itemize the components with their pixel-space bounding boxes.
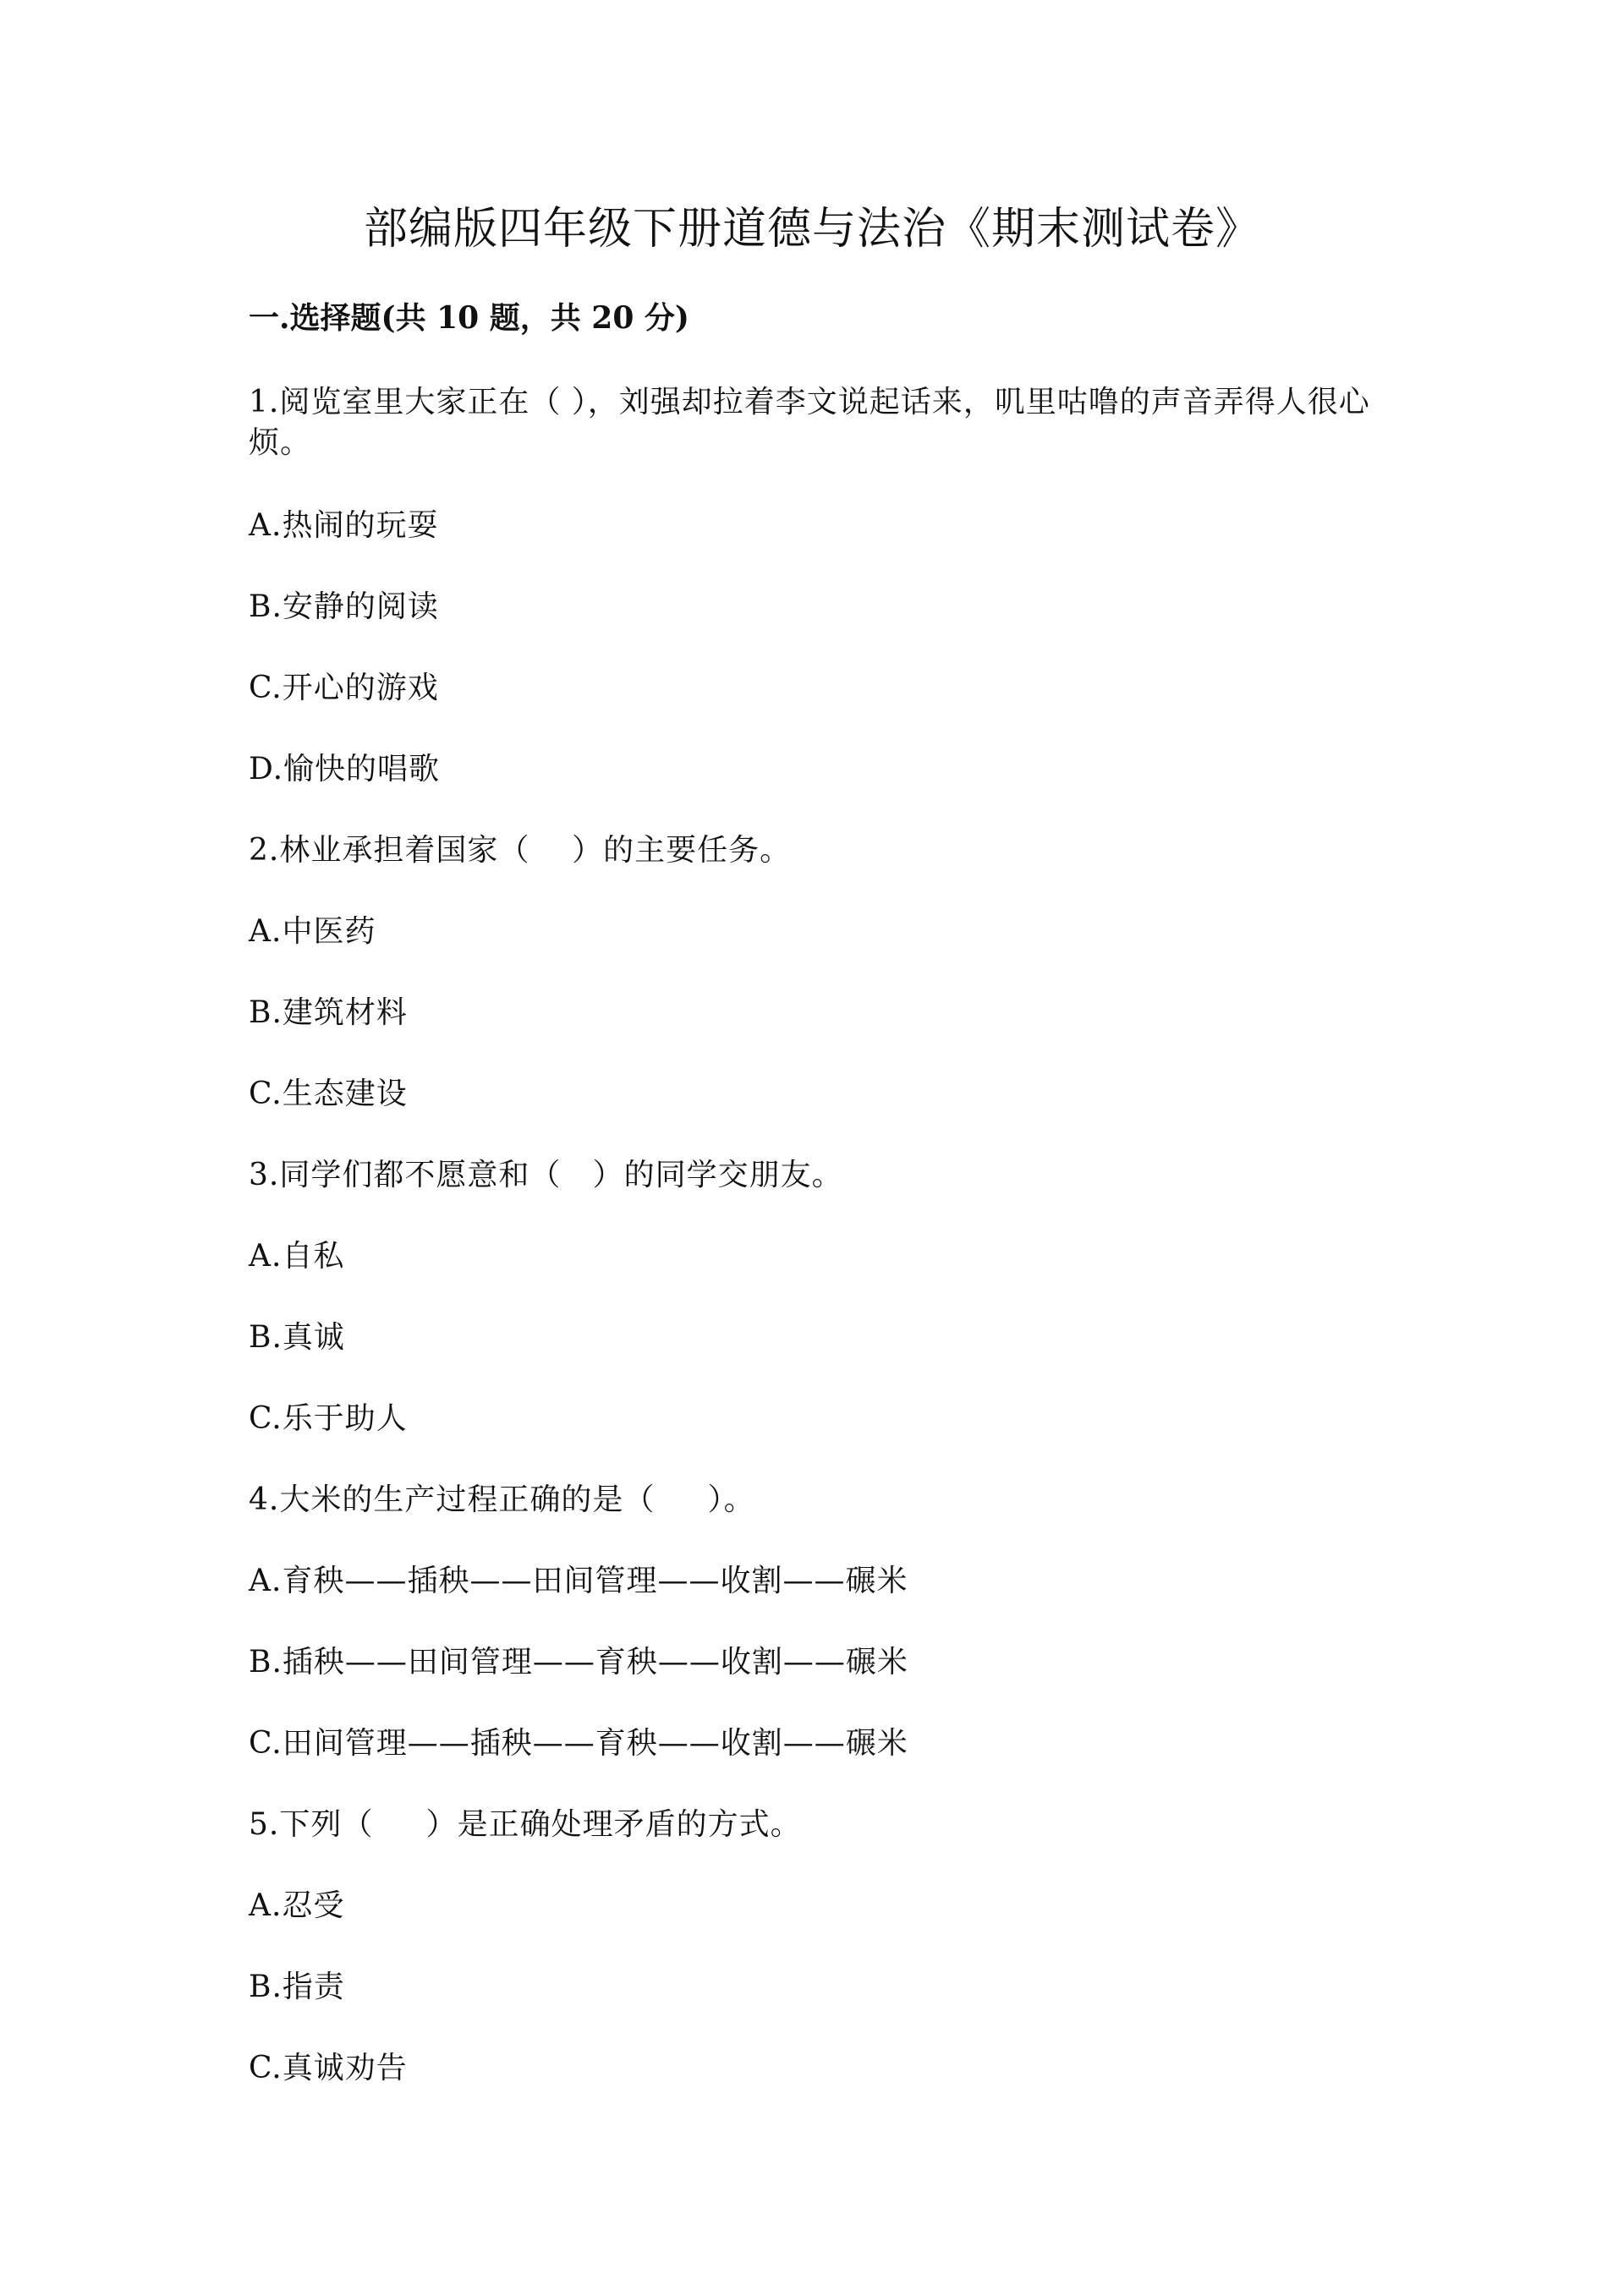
page-title: 部编版四年级下册道德与法治《期末测试卷》 xyxy=(363,204,1260,255)
option-c: C.田间管理——插秧——育秧——收割——碾米 xyxy=(249,1726,908,1761)
option-a: A.中医药 xyxy=(249,914,376,949)
question-stem: 3.同学们都不愿意和（ ）的同学交朋友。 xyxy=(249,1158,843,1192)
option-b: B.建筑材料 xyxy=(249,995,408,1030)
option-d: D.愉快的唱歌 xyxy=(249,752,441,786)
option-c: C.真诚劝告 xyxy=(249,2051,408,2085)
question-stem: 4.大米的生产过程正确的是（ ）。 xyxy=(249,1482,755,1517)
question-stem: 2.林业承担着国家（ ）的主要任务。 xyxy=(249,833,792,868)
option-a: A.热闹的玩耍 xyxy=(249,508,439,543)
option-a: A.自私 xyxy=(249,1239,345,1274)
option-c: C.乐于助人 xyxy=(249,1401,408,1436)
option-b: B.安静的阅读 xyxy=(249,589,439,624)
option-b: B.指责 xyxy=(249,1970,345,2004)
option-c: C.生态建设 xyxy=(249,1077,408,1111)
question-stem: 1.阅览室里大家正在（ ），刘强却拉着李文说起话来，叽里咕噜的声音弄得人很心烦。 xyxy=(249,385,1370,460)
option-b: B.插秧——田间管理——育秧——收割——碾米 xyxy=(249,1645,908,1680)
option-c: C.开心的游戏 xyxy=(249,671,439,705)
option-a: A.育秧——插秧——田间管理——收割——碾米 xyxy=(249,1564,908,1598)
section-heading: 一.选择题(共 10 题，共 20 分) xyxy=(249,300,689,336)
option-a: A.忍受 xyxy=(249,1888,345,1923)
question-stem: 5.下列（ ）是正确处理矛盾的方式。 xyxy=(249,1807,802,1842)
option-b: B.真诚 xyxy=(249,1320,345,1355)
